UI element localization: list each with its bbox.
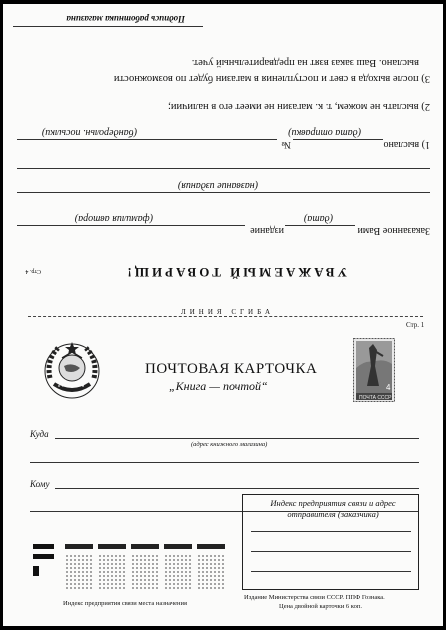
postcard — [3, 4, 443, 626]
komu-label: Кому — [30, 479, 50, 489]
item-3-continued: выслано. Ваш заказ взят на предварительный учет. — [191, 57, 419, 68]
number-sign: № — [281, 139, 291, 150]
sender-box — [242, 494, 419, 590]
fold-line — [28, 316, 423, 317]
index-caption: Индекс предприятия связи места назначения — [63, 600, 187, 607]
item-3: 3) после выхода в свет и поступления в магазин будет по возможности — [113, 73, 430, 84]
date-sent-line — [293, 139, 383, 140]
date-line — [285, 225, 355, 226]
signature-line — [13, 26, 203, 27]
fold-line-label: ЛИНИЯ СГИБА — [177, 308, 278, 316]
komu-line[interactable] — [55, 488, 419, 489]
return-half — [3, 4, 443, 320]
edition-label: издание — [250, 225, 284, 236]
page-number: Стр. 1 — [406, 321, 425, 329]
greeting: УВАЖАЕМЫЙ ТОВАРИЩ! — [124, 265, 347, 280]
hint-book-title: (название издания) — [177, 180, 258, 191]
card-subtitle: „Книга — почтой“ — [169, 379, 268, 393]
kuda-label: Куда — [30, 429, 49, 439]
hint-shop-address: (адрес книжного магазина) — [191, 441, 268, 448]
stamp-value: 4 — [386, 383, 391, 392]
blank-line — [17, 168, 430, 169]
publisher-line-1: Издание Министерства связи СССР. ППФ Гознака. — [244, 594, 385, 601]
card-title: ПОЧТОВАЯ КАРТОЧКА — [145, 361, 318, 377]
ordered-label: Заказанное Вами — [357, 225, 430, 236]
hint-author: (фамилия автора) — [74, 213, 153, 224]
postage-stamp-icon — [353, 338, 395, 402]
author-line — [17, 225, 245, 226]
page-number-top: Стр. 4 — [25, 268, 41, 274]
signature-label: Подпись работника магазина — [66, 14, 185, 24]
item-2: 2) выслать не можем, т. к. магазин не имеет его в наличии; — [167, 101, 430, 112]
kuda-line[interactable] — [55, 438, 419, 439]
book-title-line — [17, 192, 430, 193]
hint-date: (дата) — [303, 213, 333, 224]
sender-label: Индекс предприятия связи и адрес отправителя (заказчика) — [270, 498, 396, 519]
hint-date-sent: (дата отправки) — [288, 127, 361, 138]
hint-bandrol: (бандерольн. посылки) — [41, 127, 137, 138]
sender-line-1[interactable] — [251, 531, 411, 532]
stamp-country: ПОЧТА СССР — [359, 395, 392, 401]
postal-index-grid[interactable] — [33, 542, 233, 592]
address-line-2[interactable] — [30, 462, 419, 463]
sender-line-2[interactable] — [251, 551, 411, 552]
publisher-line-2: Цена двойной карточки 6 коп. — [279, 603, 362, 610]
ussr-emblem-icon — [40, 338, 104, 402]
item-1: 1) выслано — [383, 139, 430, 150]
sender-line-3[interactable] — [251, 571, 411, 572]
parcel-number-line — [17, 139, 277, 140]
